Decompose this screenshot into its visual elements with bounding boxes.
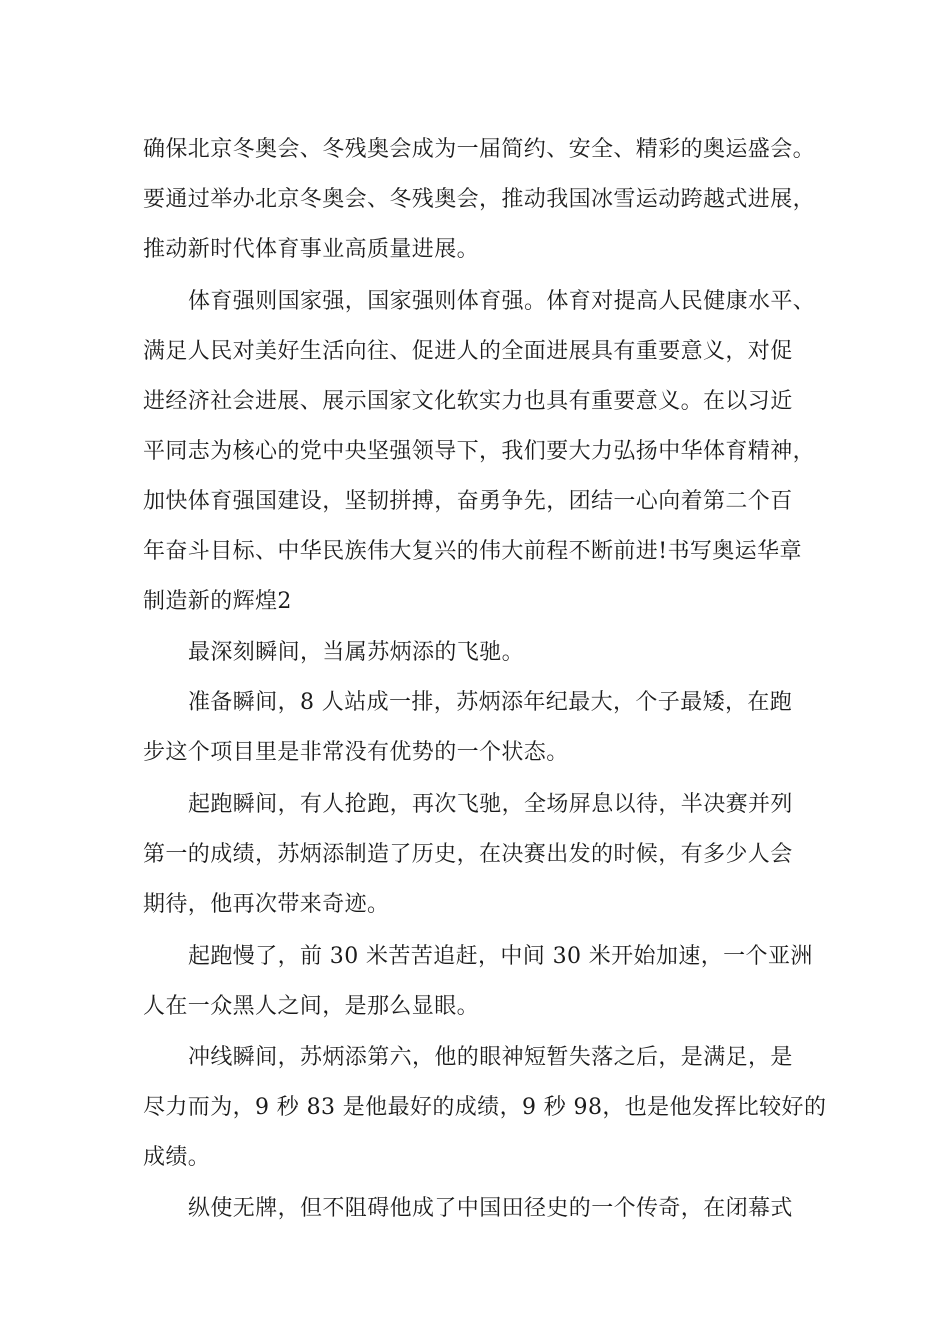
paragraph-first-line: 起跑慢了，前 30 米苦苦追赶，中间 30 米开始加速，一个亚洲 — [188, 944, 813, 969]
text-line: 加快体育强国建设，坚韧拼搏，奋勇争先，团结一心向着第二个百 — [143, 489, 793, 514]
text-line: 成绩。 — [143, 1145, 211, 1170]
text-line: 制造新的辉煌2 — [143, 589, 292, 614]
text-line: 年奋斗目标、中华民族伟大复兴的伟大前程不断前进!书写奥运华章 — [143, 539, 802, 564]
text-line: 期待，他再次带来奇迹。 — [143, 892, 390, 917]
text-line: 尽力而为，9 秒 83 是他最好的成绩，9 秒 98，也是他发挥比较好的 — [143, 1095, 827, 1120]
paragraph-first-line: 冲线瞬间，苏炳添第六，他的眼神短暂失落之后，是满足，是 — [188, 1045, 793, 1070]
text-line: 要通过举办北京冬奥会、冬残奥会，推动我国冰雪运动跨越式进展， — [143, 187, 816, 212]
paragraph-first-line: 最深刻瞬间，当属苏炳添的飞驰。 — [188, 640, 525, 665]
text-line: 满足人民对美好生活向往、促进人的全面进展具有重要意义，对促 — [143, 339, 793, 364]
text-line: 人在一众黑人之间，是那么显眼。 — [143, 994, 480, 1019]
paragraph-first-line: 纵使无牌，但不阻碍他成了中国田径史的一个传奇，在闭幕式 — [188, 1196, 793, 1221]
text-line: 进经济社会进展、展示国家文化软实力也具有重要意义。在以习近 — [143, 389, 793, 414]
paragraph-first-line: 起跑瞬间，有人抢跑，再次飞驰，全场屏息以待，半决赛并列 — [188, 792, 793, 817]
paragraph-first-line: 准备瞬间，8 人站成一排，苏炳添年纪最大，个子最矮，在跑 — [188, 690, 793, 715]
text-line: 平同志为核心的党中央坚强领导下，我们要大力弘扬中华体育精神， — [143, 439, 816, 464]
text-line: 确保北京冬奥会、冬残奥会成为一届简约、安全、精彩的奥运盛会。 — [143, 137, 816, 162]
paragraph-first-line: 体育强则国家强，国家强则体育强。体育对提高人民健康水平、 — [188, 289, 816, 314]
text-line: 第一的成绩，苏炳添制造了历史，在决赛出发的时候，有多少人会 — [143, 842, 793, 867]
text-line: 步这个项目里是非常没有优势的一个状态。 — [143, 740, 569, 765]
text-line: 推动新时代体育事业高质量进展。 — [143, 237, 480, 262]
